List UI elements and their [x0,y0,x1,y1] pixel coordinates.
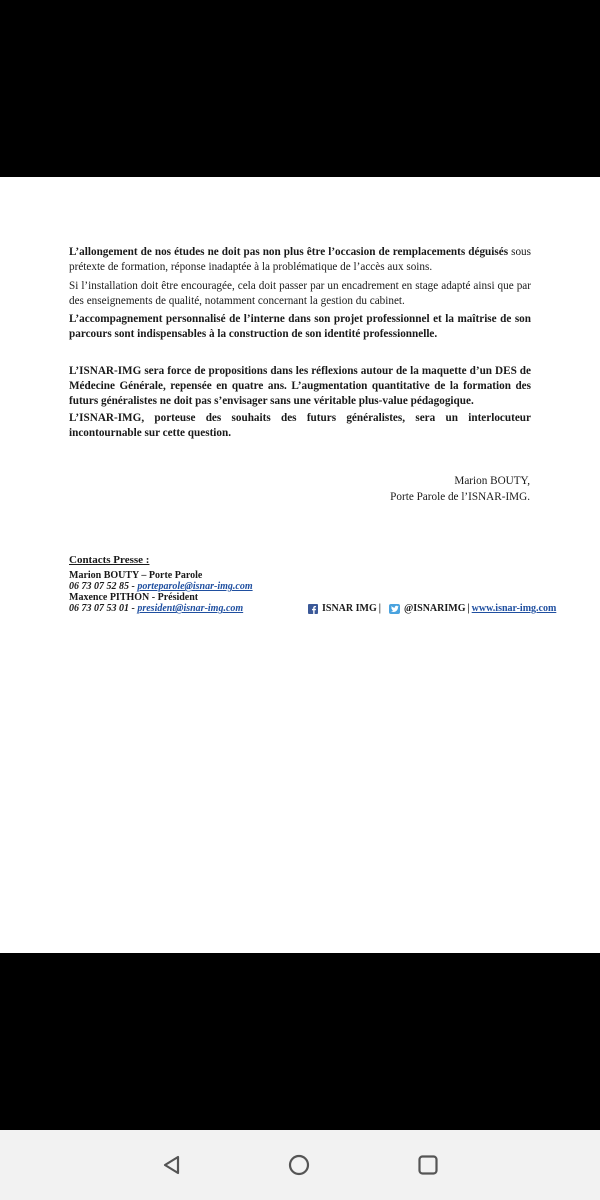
paragraph-5: L’ISNAR-IMG, porteuse des souhaits des futurs généralistes, sera un interlocuteur incontournable sur cette question. [69,412,531,439]
contact-1-phone: 06 73 07 52 85 - [69,581,138,592]
paragraph-1 [69,245,531,275]
contact-2-details [69,603,253,614]
facebook-icon [308,604,318,614]
home-circle-icon [287,1153,311,1177]
contact-2-email-link[interactable]: president@isnar-img.com [137,603,244,614]
paragraph-3: L’accompagnement personnalisé de l’interne dans son projet professionnel et la maîtrise de son parcours sont indispensables à la construction de son identité professionnelle. [69,313,531,340]
twitter-label[interactable]: @ISNARIMG [403,603,466,614]
separator-2: | [467,603,470,614]
bottom-black-area [0,953,600,1130]
paragraph-1-bold: L’allongement de nos études ne doit pas non plus être l’occasion de remplacements déguisés [69,246,509,258]
website-link[interactable]: www.isnar-img.com [471,603,557,614]
separator-1: | [378,603,381,614]
contact-1-email-link[interactable]: porteparole@isnar-img.com [137,581,253,592]
paragraph-4: L’ISNAR-IMG sera force de propositions dans les réflexions autour de la maquette d’un DES de Médecine Générale, repensée en quatre ans. L’augmentation quantitative de la formation des futurs généralistes ne doit pas s’envisager sans une véritable plus-value pédagogique. [69,365,531,407]
press-contacts [69,555,253,614]
signature-name: Marion BOUTY, [454,475,530,487]
android-navigation-bar [0,1130,600,1200]
contact-1-details [69,581,253,592]
home-button[interactable] [287,1153,311,1177]
contact-2-phone: 06 73 07 53 01 - [69,603,138,614]
back-button[interactable] [160,1153,184,1177]
recent-square-icon [416,1153,440,1177]
paragraph-2: Si l’installation doit être encouragée, cela doit passer par un encadrement en stage adapté ainsi que par des enseignements de qualité, notamment concernant la gestion du cabinet. [69,280,531,307]
facebook-label[interactable]: ISNAR IMG [322,603,377,614]
contacts-title: Contacts Presse : [69,554,150,566]
contact-2-name: Maxence PITHON - Président [69,592,199,603]
top-black-area [0,0,600,177]
signature-block [390,473,530,505]
back-triangle-icon [160,1153,184,1177]
signature-role: Porte Parole de l’ISNAR-IMG. [390,491,530,503]
document-page [0,177,600,953]
contact-1-name: Marion BOUTY – Porte Parole [69,570,203,581]
twitter-icon [389,604,400,614]
paragraph-1-regular: sous prétexte de formation, réponse inadaptée à la problématique de l’accès aux soins. [69,246,531,273]
recent-apps-button[interactable] [416,1153,440,1177]
social-links [308,603,556,614]
